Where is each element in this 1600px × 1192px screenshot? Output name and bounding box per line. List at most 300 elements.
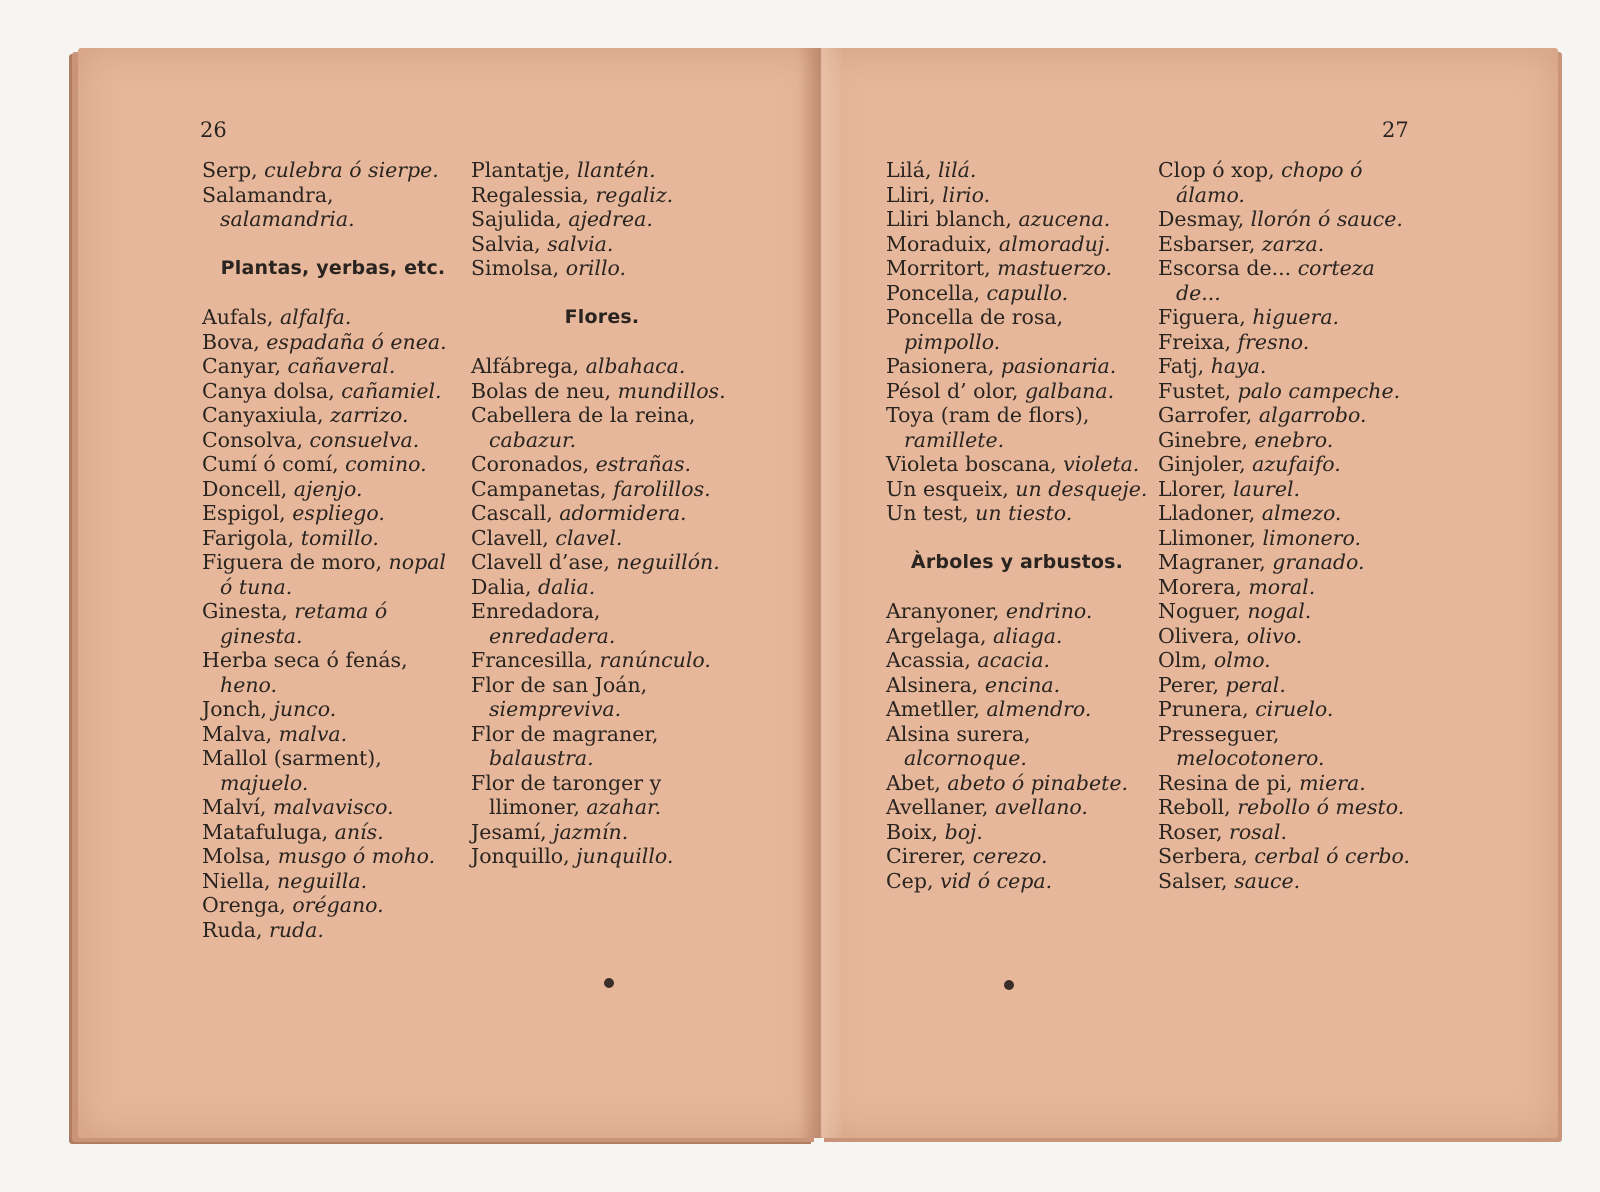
dictionary-entry bbox=[471, 575, 733, 600]
entry-translation: almoraduj. bbox=[998, 231, 1111, 256]
dictionary-entry bbox=[471, 403, 733, 452]
entry-term: Espigol, bbox=[202, 501, 286, 525]
entry-translation: cañaveral. bbox=[287, 354, 396, 378]
dictionary-entry bbox=[886, 869, 1148, 894]
dictionary-entry bbox=[202, 428, 464, 453]
entry-translation: ruda. bbox=[269, 917, 324, 942]
entry-translation: tomillo. bbox=[300, 525, 379, 550]
entry-translation: limonero. bbox=[1262, 525, 1361, 550]
dictionary-entry bbox=[886, 207, 1148, 232]
dictionary-entry bbox=[202, 697, 464, 722]
entry-term: Resina de pi, bbox=[1158, 770, 1293, 795]
dictionary-entry bbox=[202, 354, 464, 379]
entry-term: Ametller, bbox=[886, 697, 980, 721]
dictionary-entry bbox=[202, 746, 464, 795]
entry-term: Coronados, bbox=[471, 452, 590, 476]
dictionary-entry bbox=[202, 893, 464, 918]
entry-term: Reboll, bbox=[1158, 795, 1231, 819]
entry-translation: encina. bbox=[984, 672, 1061, 697]
entry-term: Doncell, bbox=[202, 476, 288, 501]
entry-translation: junquillo. bbox=[576, 844, 674, 868]
entry-translation: fresno. bbox=[1237, 329, 1310, 354]
entry-term: Niella, bbox=[202, 868, 271, 893]
entry-translation: regaliz. bbox=[595, 182, 674, 207]
entry-term: Aufals, bbox=[202, 305, 274, 329]
entry-translation: llorón ó sauce. bbox=[1250, 207, 1403, 231]
entry-translation: capullo. bbox=[986, 280, 1069, 305]
page-number: 27 bbox=[1382, 118, 1409, 142]
dictionary-entry bbox=[1158, 403, 1420, 428]
spacer bbox=[886, 526, 1148, 551]
entry-translation: endrino. bbox=[1005, 599, 1093, 623]
dictionary-entry bbox=[202, 869, 464, 894]
entry-term: Desmay, bbox=[1158, 207, 1245, 231]
dictionary-entry bbox=[886, 820, 1148, 845]
entry-term: Alsinera, bbox=[886, 672, 979, 697]
entry-term: Serp, bbox=[202, 158, 258, 182]
entry-term: Presseguer, bbox=[1158, 721, 1280, 746]
dictionary-entry bbox=[471, 599, 733, 648]
dictionary-entry bbox=[471, 820, 733, 845]
entry-term: Poncella, bbox=[886, 280, 980, 305]
entry-term: Aranyoner, bbox=[886, 599, 1000, 623]
entry-translation: alcornoque. bbox=[904, 746, 1027, 770]
entry-term: Bolas de neu, bbox=[471, 378, 612, 403]
entry-term: Cabellera de la reina, bbox=[471, 403, 696, 427]
entry-translation: avellano. bbox=[994, 795, 1088, 819]
entry-translation: lirio. bbox=[942, 182, 991, 207]
dictionary-entry bbox=[886, 624, 1148, 649]
entry-term: Consolva, bbox=[202, 427, 303, 452]
entry-term: Herba seca ó fenás, bbox=[202, 648, 408, 672]
entry-translation: malva. bbox=[278, 721, 348, 746]
dictionary-entry bbox=[886, 697, 1148, 722]
entry-translation: corteza de... bbox=[1176, 256, 1375, 305]
printer-ornament-dot bbox=[1004, 980, 1014, 990]
dictionary-entry bbox=[202, 820, 464, 845]
entry-translation: ranúnculo. bbox=[599, 648, 711, 672]
entry-translation: espadaña ó enea. bbox=[266, 329, 447, 354]
dictionary-entry bbox=[471, 771, 733, 820]
entry-term: Alsina surera, bbox=[886, 721, 1031, 746]
entry-translation: nopal ó tuna. bbox=[220, 550, 446, 599]
spacer bbox=[202, 232, 464, 257]
entry-term: Lladoner, bbox=[1158, 501, 1256, 525]
entry-translation: espliego. bbox=[292, 501, 385, 525]
dictionary-entry bbox=[1158, 869, 1420, 894]
entry-translation: salamandria. bbox=[220, 207, 355, 231]
dictionary-entry bbox=[471, 673, 733, 722]
dictionary-entry bbox=[1158, 256, 1420, 305]
entry-translation: enredadera. bbox=[489, 623, 616, 648]
entry-term: Mallol (sarment), bbox=[202, 746, 382, 770]
spacer bbox=[202, 281, 464, 306]
entry-translation: un desqueje. bbox=[1015, 476, 1148, 501]
dictionary-entry bbox=[471, 722, 733, 771]
entry-term: Lliri blanch, bbox=[886, 207, 1012, 231]
entry-term: Canya dolsa, bbox=[202, 378, 335, 403]
entry-term: Argelaga, bbox=[886, 623, 987, 648]
dictionary-entry bbox=[1158, 501, 1420, 526]
entry-translation: lilá. bbox=[938, 158, 977, 182]
entry-translation: ajedrea. bbox=[568, 207, 653, 231]
entry-term: Morritort, bbox=[886, 256, 991, 280]
entry-translation: higuera. bbox=[1252, 305, 1340, 329]
spacer bbox=[886, 575, 1148, 600]
entry-translation: ajenjo. bbox=[293, 476, 363, 501]
entry-term: Canyaxiula, bbox=[202, 403, 324, 427]
dictionary-entry bbox=[886, 305, 1148, 354]
entry-term: Un esqueix, bbox=[886, 476, 1009, 501]
entry-translation: peral. bbox=[1225, 672, 1286, 697]
dictionary-entry bbox=[1158, 526, 1420, 551]
dictionary-entry bbox=[202, 526, 464, 551]
entry-translation: sauce. bbox=[1234, 868, 1301, 893]
entry-translation: azahar. bbox=[586, 795, 662, 819]
entry-term: Francesilla, bbox=[471, 648, 593, 672]
entry-term: Esbarser, bbox=[1158, 231, 1256, 256]
dictionary-entry bbox=[1158, 452, 1420, 477]
dictionary-entry bbox=[1158, 428, 1420, 453]
entry-translation: ciruelo. bbox=[1255, 697, 1334, 721]
dictionary-entry bbox=[202, 795, 464, 820]
entry-translation: cerezo. bbox=[972, 844, 1048, 868]
dictionary-entry bbox=[1158, 379, 1420, 404]
entry-term: Violeta boscana, bbox=[886, 452, 1057, 476]
dictionary-entry bbox=[886, 599, 1148, 624]
dictionary-entry bbox=[202, 648, 464, 697]
entry-translation: ramillete. bbox=[904, 427, 1005, 452]
entry-translation: estrañas. bbox=[595, 452, 692, 476]
entry-term: Ruda, bbox=[202, 917, 263, 942]
entry-term: Plantatje, bbox=[471, 158, 571, 182]
entry-term: Alfábrega, bbox=[471, 354, 580, 378]
dictionary-entry bbox=[471, 158, 733, 183]
entry-term: Pasionera, bbox=[886, 354, 995, 378]
entry-term: Clop ó xop, bbox=[1158, 158, 1275, 182]
dictionary-entry bbox=[886, 183, 1148, 208]
entry-translation: balaustra. bbox=[489, 746, 594, 770]
dictionary-entry bbox=[202, 330, 464, 355]
entry-term: Campanetas, bbox=[471, 476, 607, 501]
dictionary-entry bbox=[1158, 477, 1420, 502]
entry-translation: abeto ó pinabete. bbox=[947, 770, 1129, 795]
entry-translation: mundillos. bbox=[617, 378, 726, 403]
dictionary-entry bbox=[471, 232, 733, 257]
entry-translation: siempreviva. bbox=[489, 697, 622, 721]
entry-term: Jesamí, bbox=[471, 819, 547, 844]
entry-translation: enebro. bbox=[1254, 427, 1334, 452]
entry-term: Fatj, bbox=[1158, 354, 1205, 378]
entry-term: Lliri, bbox=[886, 182, 936, 207]
entry-translation: almezo. bbox=[1261, 501, 1342, 525]
dictionary-entry bbox=[886, 354, 1148, 379]
left-page bbox=[78, 48, 820, 1138]
entry-translation: dalia. bbox=[538, 574, 596, 599]
right-page bbox=[820, 48, 1558, 1138]
entry-term: Salser, bbox=[1158, 868, 1228, 893]
entry-term: Morera, bbox=[1158, 574, 1242, 599]
dictionary-entry bbox=[1158, 697, 1420, 722]
dictionary-entry bbox=[202, 722, 464, 747]
dictionary-entry bbox=[471, 844, 733, 869]
entry-term: Olm, bbox=[1158, 648, 1208, 672]
dictionary-entry bbox=[886, 795, 1148, 820]
entry-translation: neguilla. bbox=[277, 868, 368, 893]
entry-translation: orillo. bbox=[565, 256, 627, 280]
entry-term: Clavell d’ase, bbox=[471, 550, 610, 574]
dictionary-entry bbox=[1158, 550, 1420, 575]
entry-translation: farolillos. bbox=[613, 476, 711, 501]
dictionary-entry bbox=[1158, 648, 1420, 673]
entry-term: Orenga, bbox=[202, 893, 286, 917]
entry-translation: heno. bbox=[220, 672, 278, 697]
entry-term: Pésol d’ olor, bbox=[886, 378, 1019, 403]
entry-term: Malví, bbox=[202, 795, 267, 819]
entry-term: Matafuluga, bbox=[202, 819, 329, 844]
text-column bbox=[1158, 158, 1420, 893]
dictionary-entry bbox=[886, 452, 1148, 477]
entry-translation: miera. bbox=[1299, 770, 1366, 795]
entry-translation: pimpollo. bbox=[904, 329, 1001, 354]
entry-translation: algarrobo. bbox=[1258, 403, 1367, 427]
entry-translation: comino. bbox=[345, 452, 427, 476]
entry-translation: rosal. bbox=[1229, 819, 1287, 844]
entry-translation: cañamiel. bbox=[341, 378, 442, 403]
entry-term: Salvia, bbox=[471, 231, 541, 256]
printer-ornament-dot bbox=[604, 978, 614, 988]
entry-term: Noguer, bbox=[1158, 599, 1241, 623]
entry-term: Acassia, bbox=[886, 648, 971, 672]
dictionary-entry bbox=[471, 354, 733, 379]
entry-translation: salvia. bbox=[547, 231, 614, 256]
entry-term: Llimoner, bbox=[1158, 525, 1256, 550]
entry-term: Molsa, bbox=[202, 844, 272, 868]
entry-translation: junco. bbox=[273, 697, 337, 721]
dictionary-entry bbox=[886, 771, 1148, 796]
entry-translation: azufaifo. bbox=[1252, 452, 1341, 476]
dictionary-entry bbox=[886, 256, 1148, 281]
entry-translation: zarza. bbox=[1261, 231, 1325, 256]
entry-translation: zarrizo. bbox=[330, 403, 409, 427]
dictionary-entry bbox=[1158, 771, 1420, 796]
entry-translation: rebollo ó mesto. bbox=[1237, 795, 1405, 819]
book-gutter bbox=[798, 48, 844, 1138]
entry-translation: palo campeche. bbox=[1237, 378, 1401, 403]
dictionary-entry bbox=[1158, 844, 1420, 869]
dictionary-entry bbox=[1158, 575, 1420, 600]
entry-translation: culebra ó sierpe. bbox=[264, 158, 439, 182]
entry-term: Perer, bbox=[1158, 672, 1219, 697]
entry-term: Sajulida, bbox=[471, 207, 562, 231]
dictionary-entry bbox=[886, 477, 1148, 502]
dictionary-entry bbox=[1158, 330, 1420, 355]
dictionary-entry bbox=[886, 648, 1148, 673]
entry-term: Abet, bbox=[886, 770, 941, 795]
entry-term: Canyar, bbox=[202, 354, 281, 378]
entry-term: Toya (ram de flors), bbox=[886, 403, 1090, 427]
entry-term: Magraner, bbox=[1158, 550, 1266, 574]
dictionary-entry bbox=[471, 183, 733, 208]
entry-term: Freixa, bbox=[1158, 329, 1232, 354]
entry-term: Poncella de rosa, bbox=[886, 305, 1064, 329]
dictionary-entry bbox=[886, 232, 1148, 257]
entry-translation: alfalfa. bbox=[279, 305, 352, 329]
entry-translation: neguillón. bbox=[616, 550, 720, 574]
entry-term: Prunera, bbox=[1158, 697, 1249, 721]
dictionary-entry bbox=[886, 501, 1148, 526]
entry-translation: chopo ó álamo. bbox=[1176, 158, 1363, 207]
dictionary-entry bbox=[471, 452, 733, 477]
entry-translation: pasionaria. bbox=[1000, 354, 1117, 378]
entry-term: Llorer, bbox=[1158, 476, 1227, 501]
entry-term: Regalessia, bbox=[471, 182, 589, 207]
dictionary-entry bbox=[202, 305, 464, 330]
entry-translation: aliaga. bbox=[993, 623, 1063, 648]
dictionary-entry bbox=[1158, 232, 1420, 257]
entry-translation: olivo. bbox=[1246, 623, 1303, 648]
dictionary-entry bbox=[471, 477, 733, 502]
text-column bbox=[202, 158, 464, 942]
entry-term: Figuera, bbox=[1158, 305, 1246, 329]
dictionary-entry bbox=[886, 379, 1148, 404]
section-heading: Plantas, yerbas, etc. bbox=[220, 257, 446, 279]
dictionary-entry bbox=[471, 648, 733, 673]
dictionary-entry bbox=[471, 207, 733, 232]
entry-term: Lilá, bbox=[886, 158, 932, 182]
entry-term: Bova, bbox=[202, 329, 260, 354]
dictionary-entry bbox=[1158, 305, 1420, 330]
entry-term: Olivera, bbox=[1158, 623, 1241, 648]
entry-term: Ginesta, bbox=[202, 599, 288, 623]
entry-term: Farigola, bbox=[202, 525, 295, 550]
entry-translation: vid ó cepa. bbox=[940, 868, 1053, 893]
section-heading: Àrboles y arbustos. bbox=[910, 551, 1124, 573]
entry-translation: galbana. bbox=[1024, 378, 1115, 403]
entry-translation: granado. bbox=[1272, 550, 1365, 574]
entry-term: Dalia, bbox=[471, 574, 532, 599]
dictionary-entry bbox=[1158, 599, 1420, 624]
entry-term: Escorsa de... bbox=[1158, 256, 1292, 280]
entry-term: Enredadora, bbox=[471, 599, 601, 623]
dictionary-entry bbox=[471, 526, 733, 551]
entry-translation: boj. bbox=[944, 819, 983, 844]
entry-translation: retama ó ginesta. bbox=[220, 599, 388, 648]
entry-term: Fustet, bbox=[1158, 378, 1232, 403]
dictionary-entry bbox=[1158, 722, 1420, 771]
open-book bbox=[78, 48, 1558, 1148]
dictionary-entry bbox=[886, 403, 1148, 452]
entry-translation: olmo. bbox=[1213, 648, 1271, 672]
entry-translation: acacia. bbox=[977, 648, 1051, 672]
entry-term: Flor de magraner, bbox=[471, 721, 659, 746]
entry-term: Malva, bbox=[202, 721, 273, 746]
dictionary-entry bbox=[202, 183, 464, 232]
dictionary-entry bbox=[886, 844, 1148, 869]
dictionary-entry bbox=[471, 256, 733, 281]
dictionary-entry bbox=[202, 379, 464, 404]
entry-translation: adormidera. bbox=[559, 501, 687, 525]
dictionary-entry bbox=[471, 501, 733, 526]
entry-term: Flor de taronger y llimoner, bbox=[471, 770, 662, 819]
entry-translation: mastuerzo. bbox=[997, 256, 1113, 280]
entry-translation: orégano. bbox=[292, 893, 384, 917]
dictionary-entry bbox=[471, 550, 733, 575]
entry-translation: melocotonero. bbox=[1176, 746, 1325, 770]
page-number: 26 bbox=[200, 118, 227, 142]
entry-term: Cumí ó comí, bbox=[202, 452, 339, 476]
dictionary-entry bbox=[202, 501, 464, 526]
entry-translation: almendro. bbox=[986, 697, 1092, 721]
entry-term: Simolsa, bbox=[471, 256, 560, 280]
dictionary-entry bbox=[202, 158, 464, 183]
dictionary-entry bbox=[202, 599, 464, 648]
entry-term: Cep, bbox=[886, 868, 934, 893]
entry-translation: llantén. bbox=[577, 158, 656, 182]
dictionary-entry bbox=[1158, 207, 1420, 232]
dictionary-entry bbox=[202, 550, 464, 599]
entry-translation: jazmín. bbox=[553, 819, 629, 844]
entry-translation: violeta. bbox=[1063, 452, 1140, 476]
entry-term: Boix, bbox=[886, 819, 939, 844]
entry-term: Cascall, bbox=[471, 501, 553, 525]
entry-translation: clavel. bbox=[555, 525, 623, 550]
dictionary-entry bbox=[886, 722, 1148, 771]
entry-term: Cirerer, bbox=[886, 844, 967, 868]
entry-term: Serbera, bbox=[1158, 844, 1248, 868]
dictionary-entry bbox=[1158, 158, 1420, 207]
entry-translation: majuelo. bbox=[220, 770, 309, 795]
entry-term: Roser, bbox=[1158, 819, 1223, 844]
entry-translation: haya. bbox=[1210, 354, 1267, 378]
dictionary-entry bbox=[886, 158, 1148, 183]
dictionary-entry bbox=[886, 673, 1148, 698]
entry-translation: anís. bbox=[334, 819, 384, 844]
entry-term: Figuera de moro, bbox=[202, 550, 382, 574]
text-column bbox=[886, 158, 1148, 893]
entry-term: Flor de san Joán, bbox=[471, 672, 648, 697]
entry-translation: un tiesto. bbox=[975, 501, 1073, 525]
dictionary-entry bbox=[202, 844, 464, 869]
dictionary-entry bbox=[1158, 795, 1420, 820]
entry-term: Un test, bbox=[886, 501, 969, 525]
dictionary-entry bbox=[202, 477, 464, 502]
entry-translation: laurel. bbox=[1233, 476, 1301, 501]
dictionary-entry bbox=[886, 281, 1148, 306]
dictionary-entry bbox=[1158, 624, 1420, 649]
entry-translation: nogal. bbox=[1247, 599, 1312, 623]
entry-term: Moraduix, bbox=[886, 231, 993, 256]
entry-term: Jonquillo, bbox=[471, 844, 570, 868]
spacer bbox=[471, 281, 733, 306]
entry-term: Salamandra, bbox=[202, 182, 334, 207]
entry-term: Clavell, bbox=[471, 525, 549, 550]
section-heading: Flores. bbox=[564, 306, 640, 328]
dictionary-entry bbox=[1158, 820, 1420, 845]
entry-translation: cerbal ó cerbo. bbox=[1254, 844, 1411, 868]
entry-term: Ginjoler, bbox=[1158, 452, 1246, 476]
spacer bbox=[471, 330, 733, 355]
entry-translation: musgo ó moho. bbox=[277, 844, 436, 868]
entry-translation: cabazur. bbox=[489, 427, 577, 452]
dictionary-entry bbox=[1158, 673, 1420, 698]
entry-term: Ginebre, bbox=[1158, 427, 1248, 452]
text-column bbox=[471, 158, 733, 869]
entry-term: Garrofer, bbox=[1158, 403, 1253, 427]
entry-translation: albahaca. bbox=[585, 354, 686, 378]
dictionary-entry bbox=[202, 452, 464, 477]
dictionary-entry bbox=[202, 918, 464, 943]
